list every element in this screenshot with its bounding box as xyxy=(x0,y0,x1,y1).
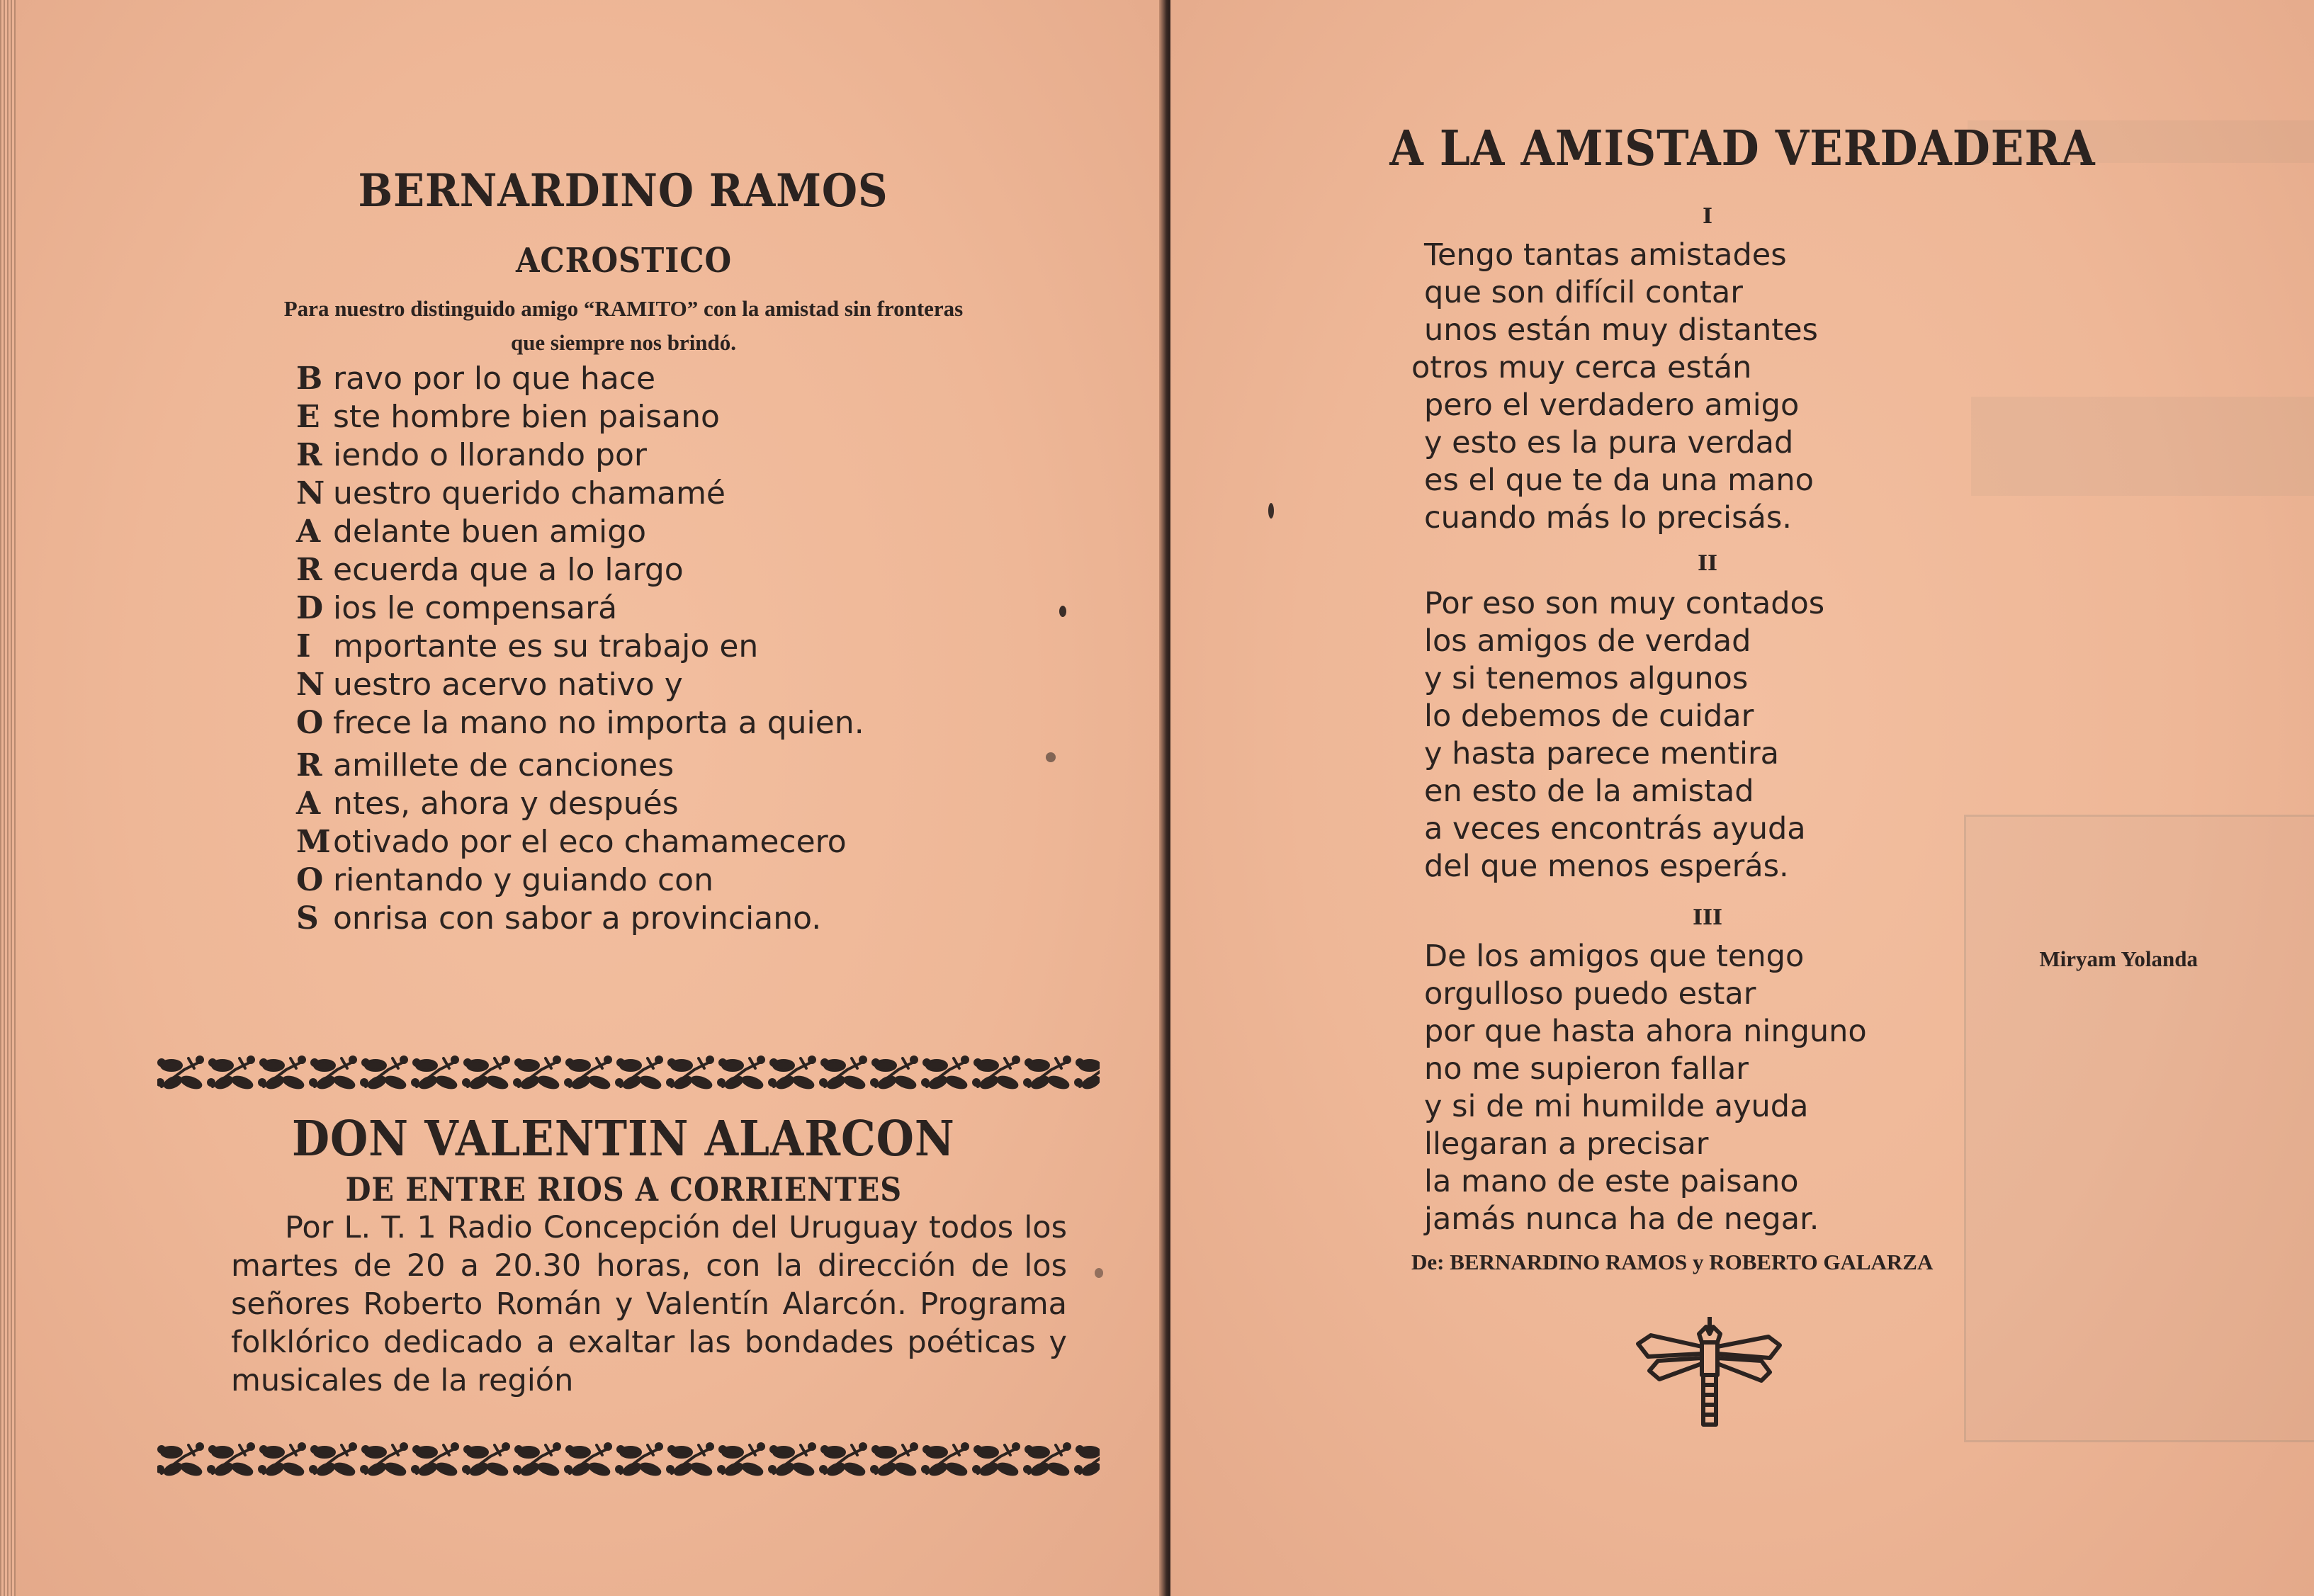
page-edges xyxy=(0,0,16,1596)
acrostic-line xyxy=(296,785,864,823)
acrostic-line-text: frece la mano no importa a quien. xyxy=(333,705,864,741)
acrostic-line xyxy=(296,436,864,475)
acrostic-line-text: iendo o llorando por xyxy=(333,437,648,473)
acrostic-initial: S xyxy=(296,900,319,936)
stanza xyxy=(1424,938,1867,1238)
acrostic-initial: D xyxy=(296,590,324,626)
acrostic-line-text: onrisa con sabor a provinciano. xyxy=(333,900,822,936)
acrostic-initial: N xyxy=(296,475,325,511)
acrostic-line-text: mportante es su trabajo en xyxy=(333,628,759,664)
acrostic-line xyxy=(296,589,864,628)
poem-line: Tengo tantas amistades xyxy=(1424,237,1787,273)
acrostic-line-text: uestro querido chamamé xyxy=(333,475,726,511)
poem-line: es el que te da una mano xyxy=(1424,463,1814,498)
poem-line: y si de mi humilde ayuda xyxy=(1424,1089,1809,1124)
acrostic-line xyxy=(296,513,864,551)
poem-line: cuando más lo precisás. xyxy=(1424,500,1792,536)
stanza-numeral: II xyxy=(1697,551,1718,576)
acrostic-line-text: ntes, ahora y después xyxy=(333,786,679,822)
paper-blemish xyxy=(1095,1268,1103,1278)
poem-line: jamás nunca ha de negar. xyxy=(1424,1201,1819,1237)
poem-line: que son difícil contar xyxy=(1424,275,1743,310)
acrostic-poem xyxy=(296,360,864,938)
dedication-line-2: que siempre nos brindó. xyxy=(510,330,737,355)
poem-line: De los amigos que tengo xyxy=(1424,939,1805,974)
acrostic-initial: R xyxy=(296,747,322,783)
acrostic-line xyxy=(296,900,864,938)
floral-border-icon xyxy=(157,1441,1100,1481)
poem-line: los amigos de verdad xyxy=(1424,623,1751,659)
poem-line: orgulloso puedo estar xyxy=(1424,976,1756,1012)
dragonfly-icon xyxy=(1630,1314,1793,1427)
acrostic-line xyxy=(296,704,864,742)
acrostic-signature: Miryam Yolanda xyxy=(2039,946,2198,971)
acrostic-initial: O xyxy=(296,705,324,741)
acrostic-initial: A xyxy=(296,786,321,822)
poem-line: por que hasta ahora ninguno xyxy=(1424,1014,1867,1049)
acrostic-initial: M xyxy=(296,824,331,860)
poem-line: llegaran a precisar xyxy=(1424,1126,1709,1162)
poem-line: Por eso son muy contados xyxy=(1424,586,1825,621)
poem-line: lo debemos de cuidar xyxy=(1424,698,1754,734)
acrostic-line-text: ste hombre bien paisano xyxy=(333,399,720,435)
acrostic-line xyxy=(296,360,864,398)
paper-blemish xyxy=(1059,606,1066,617)
author-title-text: BERNARDINO RAMOS xyxy=(359,164,888,217)
dedication xyxy=(142,292,1105,360)
stanza-numeral: I xyxy=(1702,204,1713,229)
poem-line: en esto de la amistad xyxy=(1424,774,1754,809)
acrostic-initial: R xyxy=(296,437,322,473)
article-body xyxy=(231,1209,1067,1400)
acrostic-heading xyxy=(0,241,1247,281)
poem-line: otros muy cerca están xyxy=(1411,350,1752,385)
poem-line: y hasta parece mentira xyxy=(1424,736,1780,771)
poem-line: no me supieron fallar xyxy=(1424,1051,1749,1087)
acrostic-heading-text: ACROSTICO xyxy=(515,241,732,281)
acrostic-line xyxy=(296,628,864,666)
show-through-box xyxy=(1964,815,2314,1442)
poem-author-title xyxy=(0,164,1247,217)
stanza xyxy=(1411,237,1818,537)
acrostic-line-text: delante buen amigo xyxy=(333,514,647,550)
acrostic-line xyxy=(296,398,864,436)
stanza xyxy=(1424,585,1824,885)
acrostic-line-text: amillete de canciones xyxy=(333,747,675,783)
acrostic-initial: B xyxy=(296,361,323,397)
poem-title xyxy=(1170,120,2314,177)
acrostic-line xyxy=(296,551,864,589)
acrostic-initial: N xyxy=(296,667,325,703)
stanza-numeral: III xyxy=(1692,905,1723,930)
acrostic-line-text: rientando y guiando con xyxy=(333,862,713,898)
acrostic-line-text: uestro acervo nativo y xyxy=(333,667,683,703)
poem-line: la mano de este paisano xyxy=(1424,1164,1799,1199)
poem-line: del que menos esperás. xyxy=(1424,849,1789,884)
acrostic-initial: E xyxy=(296,399,320,435)
article-title xyxy=(0,1111,1247,1167)
poem-line: pero el verdadero amigo xyxy=(1424,387,1800,423)
poem-line: unos están muy distantes xyxy=(1424,312,1818,348)
acrostic-initial: R xyxy=(296,552,322,588)
acrostic-line-text: ios le compensará xyxy=(333,590,618,626)
acrostic-line xyxy=(296,747,864,785)
acrostic-initial: O xyxy=(296,862,324,898)
acrostic-line-text: ecuerda que a lo largo xyxy=(333,552,684,588)
floral-border-icon xyxy=(157,1054,1100,1094)
poem-title-text: A LA AMISTAD VERDADERA xyxy=(1389,120,2096,177)
acrostic-initial: I xyxy=(296,628,311,664)
article-subtitle-text: DE ENTRE RIOS A CORRIENTES xyxy=(345,1170,902,1209)
show-through-block xyxy=(1971,397,2314,496)
article-paragraph: Por L. T. 1 Radio Concepción del Uruguay todos los martes de 20 a 20.30 horas, con la dirección de los señores Roberto Román y Valentín Alarcón. Programa folklórico dedicado a exaltar las bondades poéticas y musicales de la región xyxy=(231,1210,1067,1398)
acrostic-line xyxy=(296,823,864,861)
acrostic-line-text: otivado por el eco chamamecero xyxy=(333,824,847,860)
poem-line: y esto es la pura verdad xyxy=(1424,425,1794,460)
paper-blemish xyxy=(1046,752,1056,762)
acrostic-line xyxy=(296,861,864,900)
acrostic-initial: A xyxy=(296,514,321,550)
paper-blemish xyxy=(1268,503,1274,519)
acrostic-line xyxy=(296,475,864,513)
article-subtitle xyxy=(0,1170,1247,1209)
poem-line: y si tenemos algunos xyxy=(1424,661,1749,696)
acrostic-line-text: ravo por lo que hace xyxy=(333,361,656,397)
acrostic-line xyxy=(296,666,864,704)
dedication-line-1: Para nuestro distinguido amigo “RAMITO” con la amistad sin fronteras xyxy=(283,296,964,321)
poem-signature: De: BERNARDINO RAMOS y ROBERTO GALARZA xyxy=(1411,1250,1934,1274)
article-title-text: DON VALENTIN ALARCON xyxy=(292,1111,955,1167)
poem-line: a veces encontrás ayuda xyxy=(1424,811,1806,847)
